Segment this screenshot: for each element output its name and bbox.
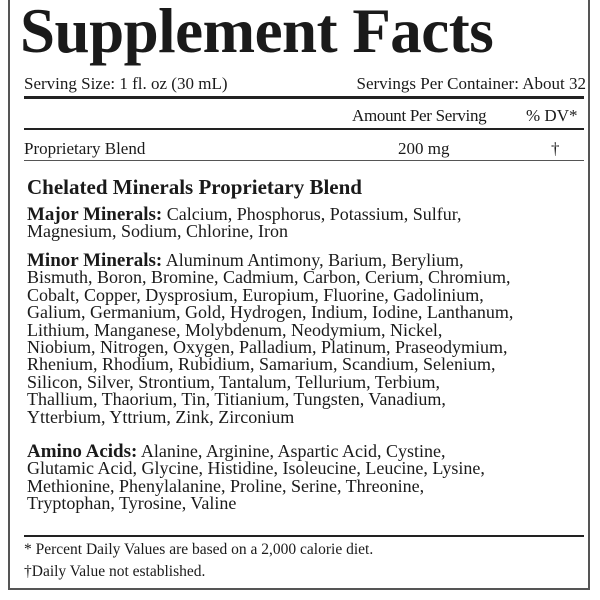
- group-line: Galium, Germanium, Gold, Hydrogen, Indium, Iodine, Lanthanum,: [27, 302, 514, 323]
- amount-header: Amount Per Serving: [352, 106, 487, 125]
- group-line: Rhenium, Rhodium, Rubidium, Samarium, Scandium, Selenium,: [27, 354, 496, 375]
- header-rule: [24, 128, 584, 130]
- group-line: Lithium, Manganese, Molybdenum, Neodymium, Nickel,: [27, 319, 443, 340]
- major-minerals: [27, 206, 462, 241]
- group-line: Alanine, Arginine, Aspartic Acid, Cystine,: [137, 441, 446, 461]
- group-line: Calcium, Phosphorus, Potassium, Sulfur,: [162, 204, 462, 224]
- group-line: Ytterbium, Yttrium, Zink, Zirconium: [27, 406, 295, 427]
- label-title: Supplement Facts: [20, 0, 494, 66]
- group-label: Minor Minerals:: [27, 250, 163, 271]
- servings-per-container: Servings Per Container: About 32: [356, 74, 586, 93]
- group-line: Glutamic Acid, Glycine, Histidine, Isoleucine, Leucine, Lysine,: [27, 458, 485, 479]
- group-line: Thallium, Thaorium, Tin, Titianium, Tungsten, Vanadium,: [27, 389, 446, 410]
- group-label: Amino Acids:: [27, 441, 138, 462]
- group-line: Tryptophan, Tyrosine, Valine: [27, 493, 237, 514]
- group-line: Niobium, Nitrogen, Oxygen, Palladium, Platinum, Praseodymium,: [27, 337, 508, 358]
- minor-minerals: [27, 252, 513, 426]
- group-label: Major Minerals:: [27, 204, 163, 225]
- blend-amount: 200 mg: [398, 139, 450, 158]
- section-title: Chelated Minerals Proprietary Blend: [27, 175, 362, 199]
- row-rule: [24, 160, 584, 161]
- serving-size: Serving Size: 1 fl. oz (30 mL): [24, 74, 228, 93]
- group-line: Bismuth, Boron, Bromine, Cadmium, Carbon, Cerium, Chromium,: [27, 267, 511, 288]
- group-line: Magnesium, Sodium, Chlorine, Iron: [27, 221, 288, 242]
- footnote-dagger: †Daily Value not established.: [24, 563, 206, 580]
- footnote-dv: * Percent Daily Values are based on a 2,000 calorie diet.: [24, 541, 374, 558]
- dv-header: % DV*: [526, 106, 578, 125]
- amino-acids: [27, 443, 485, 513]
- blend-name: Proprietary Blend: [24, 139, 146, 158]
- blend-dv: †: [551, 139, 560, 158]
- group-line: Cobalt, Copper, Dysprosium, Europium, Fluorine, Gadolinium,: [27, 284, 484, 305]
- footer-rule: [24, 535, 584, 537]
- group-line: Aluminum Antimony, Barium, Berylium,: [162, 250, 464, 270]
- thick-rule: [24, 96, 584, 99]
- group-line: Methionine, Phenylalanine, Proline, Serine, Threonine,: [27, 475, 425, 496]
- group-line: Silicon, Silver, Strontium, Tantalum, Tellurium, Terbium,: [27, 371, 440, 392]
